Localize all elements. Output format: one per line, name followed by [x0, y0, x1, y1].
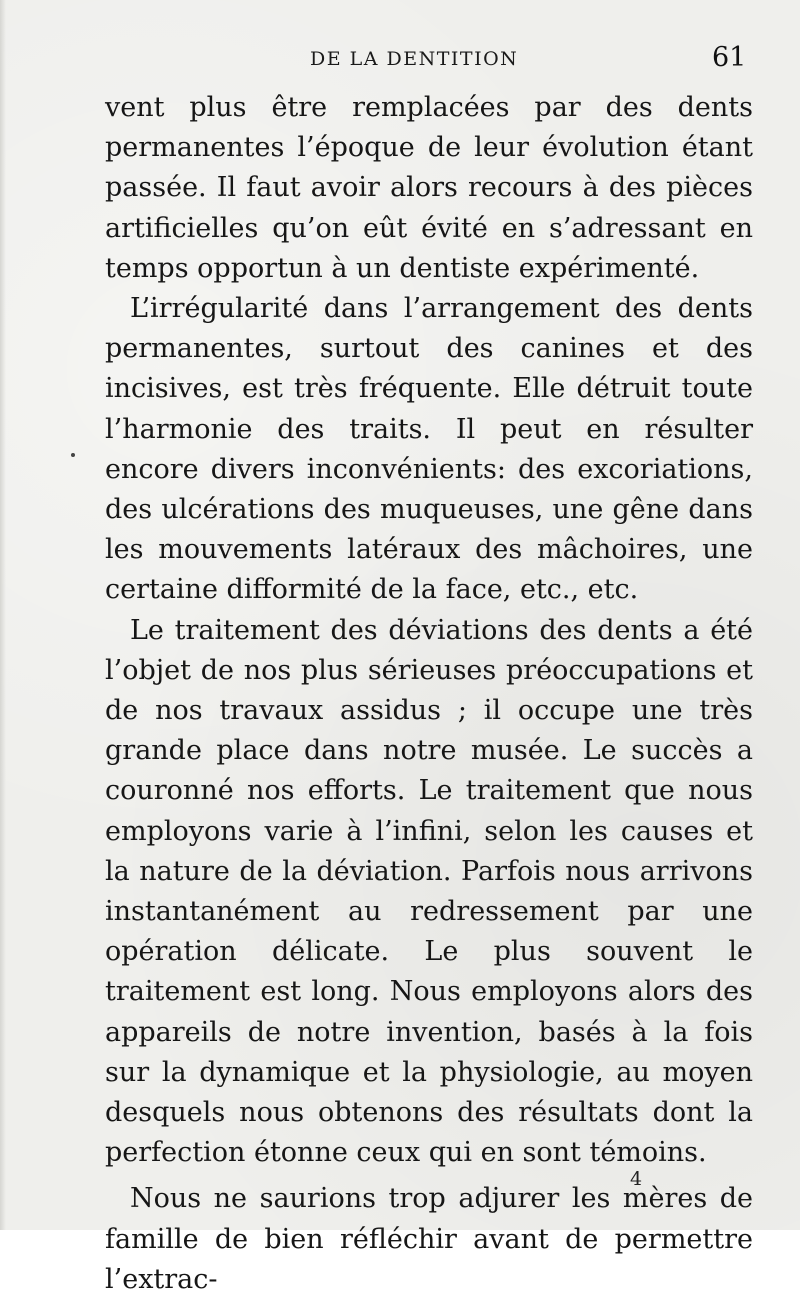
paragraph: Nous ne saurions trop adjurer les mères de famille de bien réfléchir avant de permettre l’extrac-: [105, 1183, 753, 1295]
page-edge-shadow: [0, 0, 6, 1230]
body-text: [105, 88, 753, 1300]
running-head: [0, 42, 800, 76]
paragraph: L’irrégularité dans l’arrangement des dents permanentes, surtout des canines et des incisives, est très fréquente. Elle détruit toute l’harmonie des traits. Il peut en résulter encore divers inconvénients: des excoriations, des ulcérations des muqueuses, une gêne dans les mouvements latéraux des mâchoires, une certaine difformité de la face, etc., etc.: [105, 293, 753, 606]
signature-mark: 4: [630, 1168, 643, 1190]
page-number: 61: [712, 42, 747, 73]
ink-speck: [71, 453, 75, 457]
paragraph: Le traitement des déviations des dents a été l’objet de nos plus sérieuses préoccupations et de nos travaux assidus ; il occupe une très grande place dans notre musée. Le succès a couronné nos efforts. Le traitement que nous employons varie à l’infini, selon les causes et la nature de la déviation. Parfois nous arrivons instantanément au redressement par une opération délicate. Le plus souvent le traitement est long. Nous employons alors des appareils de notre invention, basés à la fois sur la dynamique et la physiologie, au moyen desquels nous obtenons des résultats dont la perfection étonne ceux qui en sont témoins.: [105, 614, 753, 1169]
running-title: DE LA DENTITION: [310, 48, 519, 70]
paragraph-continued: vent plus être remplacées par des dents permanentes l’époque de leur évolution étant passée. Il faut avoir alors recours à des pièces artificielles qu’on eût évité en s’adressant en temps opportun à un dentiste expérimenté.: [105, 92, 753, 284]
